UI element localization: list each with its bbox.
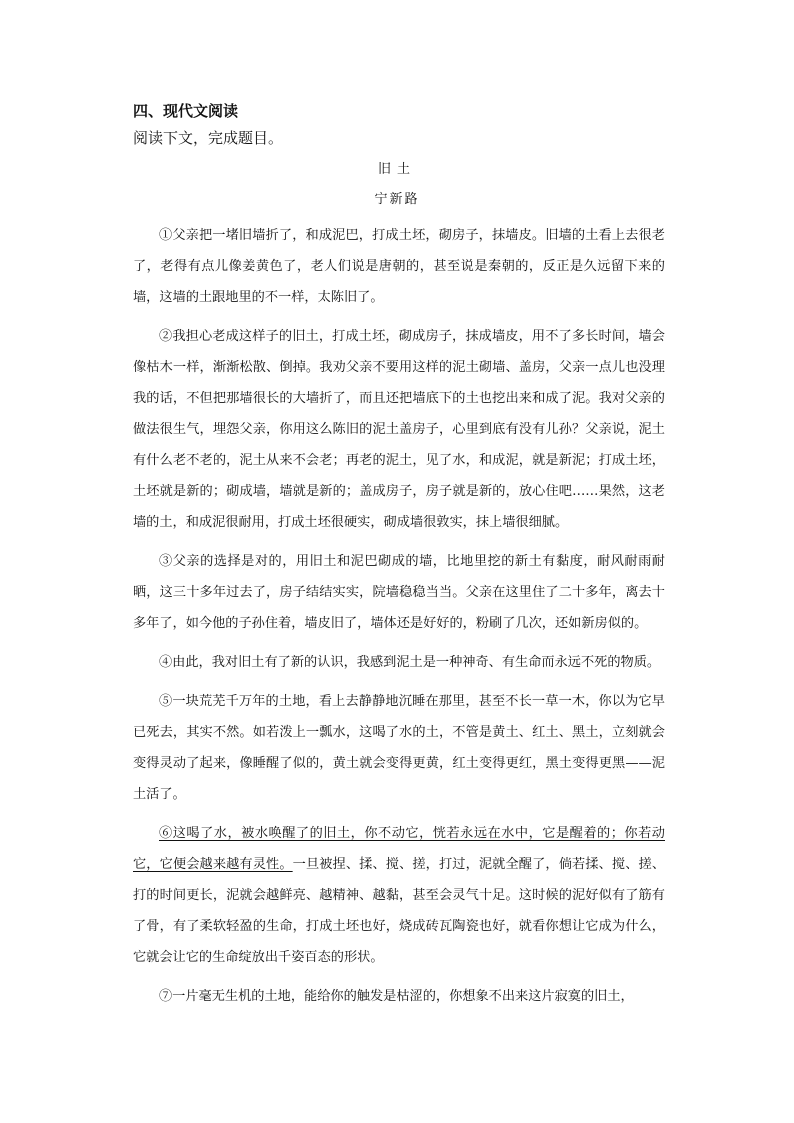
- paragraph-5: ⑤一块荒芜千万年的土地，看上去静静地沉睡在那里，甚至不长一草一木，你以为它早已死去，其实不然。如若泼上一瓢水，这喝了水的土，不管是黄土、红土、黑土，立刻就会变得灵动了起来，像睡醒了似的，黄土就会变得更黄，红土变得更红，黑土变得更黑——泥土活了。: [133, 694, 665, 802]
- paragraph-6-rest: 一旦被捏、揉、搅、搓，打过，泥就全醒了，倘若揉、搅、搓、打的时间更长，泥就会越鲜亮、越精神、越黏，甚至会灵气十足。这时候的泥好似有了筋有了骨，有了柔软轻盈的生命，打成土坯也好，烧成砖瓦陶瓷也好，就看你想让它成为什么，它就会让它的生命绽放出千姿百态的形状。: [133, 857, 666, 965]
- paragraph-4: ④由此，我对旧土有了新的认识，我感到泥土是一种神奇、有生命而永远不死的物质。: [159, 655, 661, 670]
- section-heading: 四、现代文阅读: [133, 102, 239, 120]
- article-body: [133, 220, 665, 1020]
- paragraph-6: [133, 818, 665, 973]
- underlined-sentence: ⑥这喝了水，被水唤醒了的旧土，你不动它，恍若永远在水中，它是醒着的；你若动它，它便会越来越有灵性。: [133, 826, 665, 872]
- article-author: 宁新路: [374, 192, 420, 207]
- article-title: 旧土: [377, 162, 416, 177]
- paragraph-3: ③父亲的选择是对的，用旧土和泥巴砌成的墙，比地里挖的新土有黏度，耐风耐雨耐晒，这三十多年过去了，房子结结实实，院墙稳稳当当。父亲在这里住了二十多年，离去十多年了，如今他的子孙住着，墙皮旧了，墙体还是好好的，粉刷了几次，还如新房似的。: [133, 554, 665, 631]
- paragraph-1: ①父亲把一堵旧墙折了，和成泥巴，打成土坯，砌房子，抹墙皮。旧墙的土看上去很老了，老得有点儿像姜黄色了，老人们说是唐朝的，甚至说是秦朝的，反正是久远留下来的墙，这墙的土跟地里的不一样，太陈旧了。: [133, 228, 665, 305]
- paragraph-7: ⑦一片毫无生机的土地，能给你的触发是枯涩的，你想象不出来这片寂寞的旧土，: [159, 989, 634, 1004]
- reading-instruction: 阅读下文，完成题目。: [133, 129, 284, 147]
- paragraph-2: ②我担心老成这样子的旧土，打成土坯，砌成房子，抹成墙皮，用不了多长时间，墙会像枯木一样，渐渐松散、倒掉。我劝父亲不要用这样的泥土砌墙、盖房，父亲一点儿也没理我的话，不但把那墙很长的大墙折了，而且还把墙底下的土也挖出来和成了泥。我对父亲的做法很生气，埋怨父亲，你用这么陈旧的泥土盖房子，心里到底有没有儿孙？父亲说，泥土有什么老不老的，泥土从来不会老；再老的泥土，见了水，和成泥，就是新泥；打成土坯，土坯就是新的；砌成墙，墙就是新的；盖成房子，房子就是新的，放心住吧……果然，这老墙的土，和成泥很耐用，打成土坯很硬实，砌成墙很敦实，抹上墙很细腻。: [133, 329, 665, 530]
